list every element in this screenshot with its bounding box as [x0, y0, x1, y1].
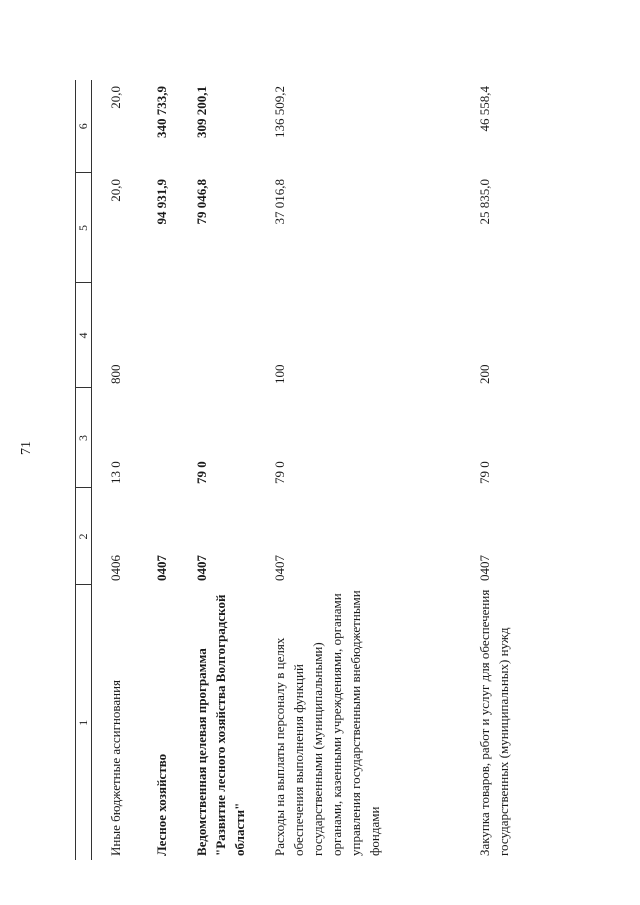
table-row [192, 80, 270, 860]
table-row [475, 80, 535, 860]
row-section-code: 0407 [194, 555, 209, 581]
row-amount-6: 20,0 [108, 86, 123, 109]
row-name: Иные бюджетные ассигнования [108, 679, 123, 856]
row-name: Расходы на выплаты персоналу в целях обеспечения выполнения функций государственными (муниципальными) органами, казенными учреждениями, органами управления государственными внебюджетными фондами [272, 590, 382, 856]
header-col-5: 5 [76, 173, 92, 283]
table-row [152, 80, 192, 860]
row-amount-6: 46 558,4 [477, 86, 492, 132]
row-amount-5: 25 835,0 [477, 179, 492, 225]
header-col-3: 3 [76, 388, 92, 488]
row-expense-type: 800 [108, 364, 123, 384]
row-section-code: 0406 [108, 555, 123, 581]
header-col-2: 2 [76, 488, 92, 585]
row-amount-5: 94 931,9 [154, 179, 169, 225]
row-amount-5: 37 016,8 [272, 179, 287, 225]
row-program-code: 79 0 [477, 461, 492, 484]
row-amount-6: 136 509,2 [272, 86, 287, 138]
row-program-code: 79 0 [272, 461, 287, 484]
row-name: Лесное хозяйство [154, 753, 169, 856]
row-name: Закупка товаров, работ и услуг для обеспечения государственных (муниципальных) нужд [477, 589, 511, 856]
budget-table-sheet [75, 80, 555, 860]
row-section-code: 0407 [477, 555, 492, 581]
row-program-code [152, 388, 192, 488]
page-number: 71 [19, 441, 34, 455]
budget-table [75, 80, 535, 860]
row-section-code: 0407 [154, 555, 169, 581]
table-header-row [76, 80, 92, 860]
row-program-code: 13 0 [108, 461, 123, 484]
header-col-6: 6 [76, 80, 92, 173]
row-section-code: 0407 [272, 555, 287, 581]
row-program-code: 79 0 [194, 461, 209, 484]
header-col-1: 1 [76, 585, 92, 860]
header-col-4: 4 [76, 283, 92, 388]
row-expense-type: 100 [272, 364, 287, 384]
row-name: Ведомственная целевая программа "Развитие лесного хозяйства Волгоградской области" [194, 594, 247, 856]
row-amount-6: 340 733,9 [154, 86, 169, 138]
table-row [92, 80, 153, 860]
row-amount-5: 20,0 [108, 179, 123, 202]
row-expense-type [192, 283, 270, 388]
row-amount-6: 309 200,1 [194, 86, 209, 138]
row-amount-5: 79 046,8 [194, 179, 209, 225]
table-row [270, 80, 475, 860]
row-expense-type: 200 [477, 364, 492, 384]
row-expense-type [152, 283, 192, 388]
